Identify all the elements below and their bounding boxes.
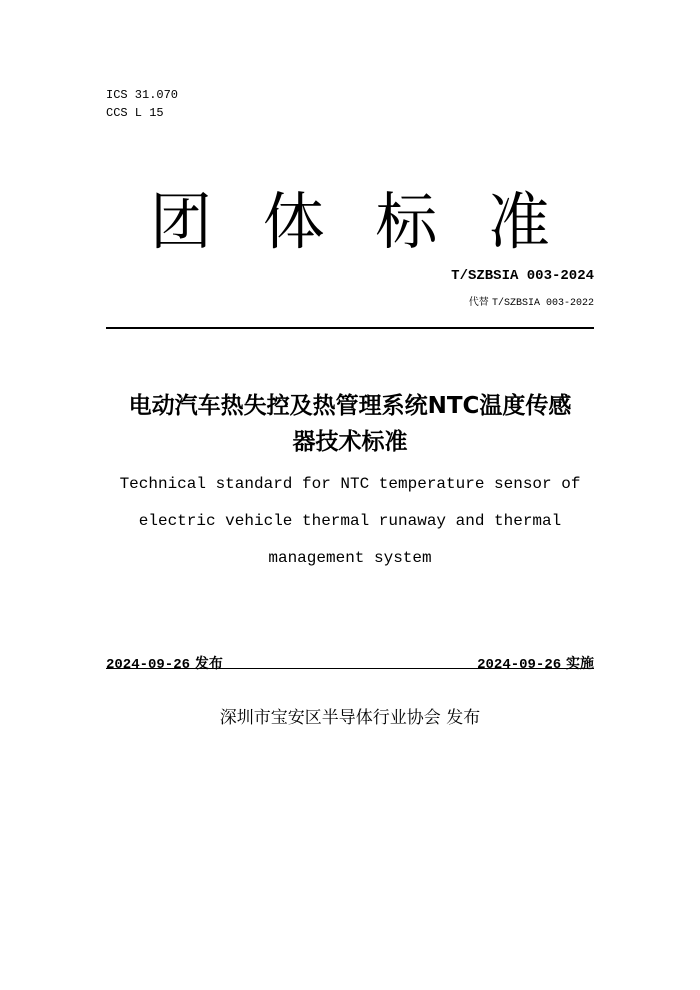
title-char: 团 [150,185,213,258]
chinese-title-line: 电动汽车热失控及热管理系统NTC温度传感 [128,393,572,419]
standard-number: T/SZBSIA 003-2024 [451,268,594,284]
chinese-title [100,388,600,460]
english-title-line: electric vehicle thermal runaway and thermal [138,512,562,530]
title-char: 准 [487,185,550,258]
ics-code: ICS 31.070 [106,88,179,102]
title-char: 标 [375,185,438,258]
publish-date-value: 2024-09-26 [106,657,191,673]
replaces-label: 代替 [468,297,489,308]
header-divider [106,327,594,329]
publisher [100,706,600,730]
replaces-standard [469,293,594,309]
ccs-code: CCS L 15 [106,106,164,120]
publisher-name: 深圳市宝安区半导体行业协会 [219,708,441,728]
publish-date [106,653,223,673]
implement-date [477,653,594,673]
implement-date-value: 2024-09-26 [477,657,562,673]
chinese-title-line: 器技术标准 [292,429,408,455]
replaces-number: T/SZBSIA 003-2022 [491,298,594,309]
publish-date-label: 发布 [194,656,223,672]
document-type-title [150,182,550,262]
english-title-line: management system [268,549,432,567]
publisher-label: 发布 [446,708,481,728]
title-char: 体 [262,185,325,258]
implement-date-label: 实施 [566,656,594,672]
english-title-line: Technical standard for NTC temperature sensor of [119,475,581,493]
classification-codes [106,86,178,122]
english-title [100,466,600,577]
date-divider [106,668,594,669]
